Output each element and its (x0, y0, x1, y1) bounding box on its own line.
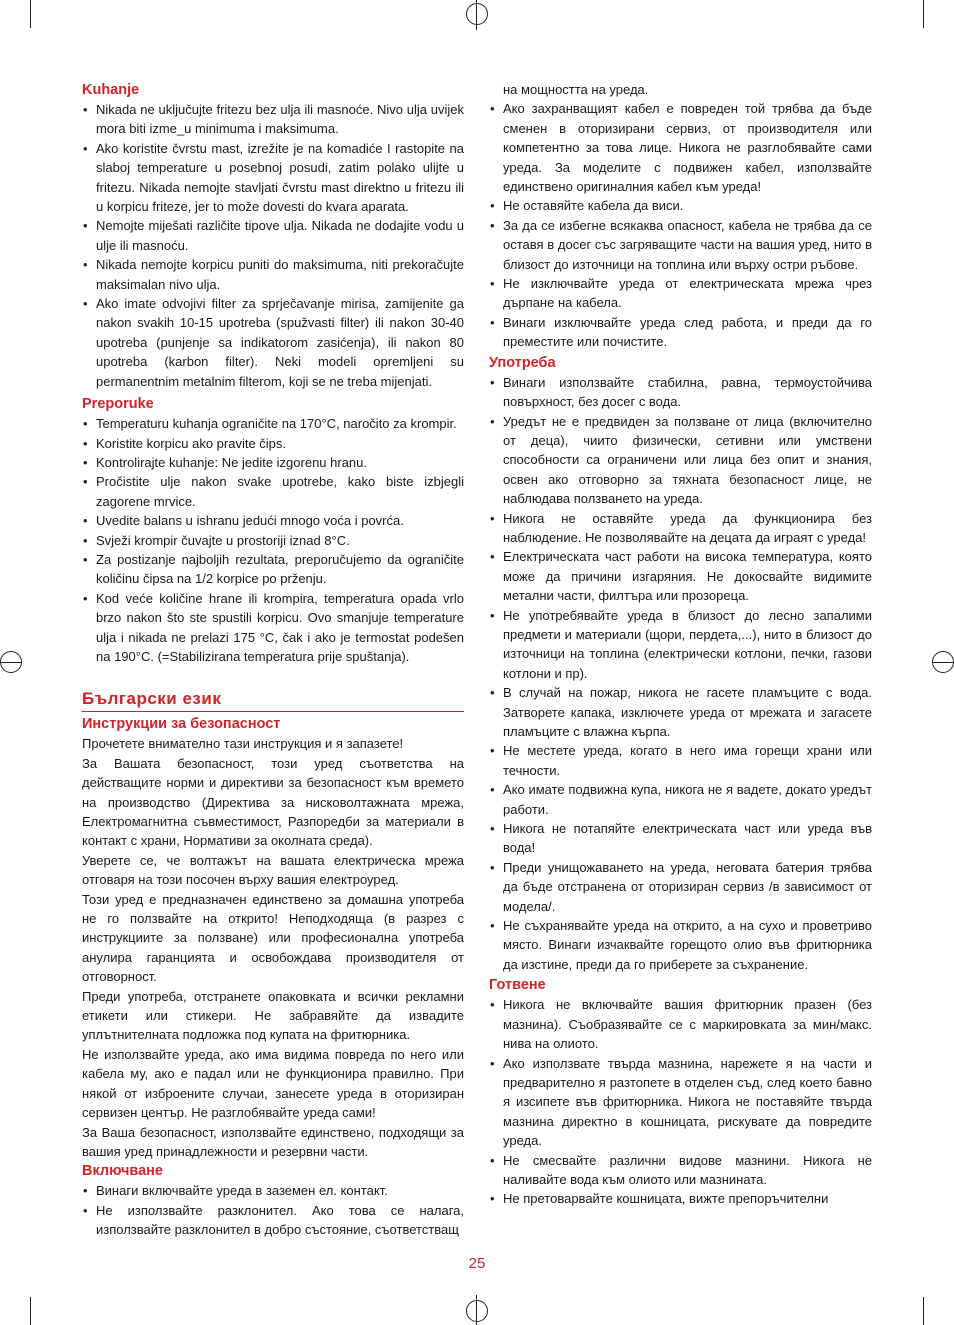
section-title-safety: Инструкции за безопасност (82, 716, 281, 733)
crop-mark (923, 0, 924, 28)
list-item: • За да се избегне всякаква опасност, кабела не трябва да се оставя в досег със загряващите части на вашия уред, нито в близост до източници на топлина или върху остри ръбове. (489, 216, 872, 274)
list-item: • Ako koristite čvrstu mast, izrežite je na komadiće I rastopite na slaboj temperature u posebnoj posudi, zatim polako ulijte u fritezu. Nikada nemojte stavljati čvrstu mast direktno u fritezu ili u korpicu friteze, jer to može dovesti do kvara aparata. (82, 139, 464, 217)
registration-mark (466, 3, 488, 25)
list-item: • Uvedite balans u ishranu jedući mnogo voća i povrća. (82, 511, 464, 530)
list-item: • Винаги включвайте уреда в заземен ел. контакт. (82, 1181, 464, 1200)
list-item: • Ако захранващият кабел е повреден той трябва да бъде сменен в оторизирани сервиз, от производителя или компетентно за това лице. Никога не разглобявайте сами уреда. За моделите с подвижен кабел, използвайте единствено оригиналния кабел към уреда! (489, 99, 872, 196)
list-item: • Не претоварвайте кошницата, вижте препоръчителни (489, 1189, 872, 1208)
list-item: • Електрическата част работи на висока температура, която може да причини изгаряния. Не докосвайте видимите метални части, филтъра или прозореца. (489, 547, 872, 605)
paragraph: Преди употреба, отстранете опаковката и всички рекламни етикети или стикери. Не забравяйте да извадите уплътнителната подложка под купата на фритюрника. (82, 988, 464, 1043)
list-item: • Nikada nemojte korpicu puniti do maksimuma, niti prekoračujte maksimalan nivo ulja. (82, 255, 464, 294)
section-title-vklyuchvane: Включване (82, 1163, 163, 1180)
kuhanje-list (82, 100, 464, 391)
left-column (82, 80, 464, 1240)
list-item: • Ако имате подвижна купа, никога не я вадете, докато уредът работи. (489, 780, 872, 819)
title-rule (82, 711, 464, 712)
paragraph: Този уред е предназначен единствено за домашна употреба не го ползвайте на открито! Неподходяща (в разрез с инструкциите за ползване) или професионална употреба анулира гаранцията и освобождава производителя от отговорност. (82, 891, 464, 985)
list-item: • Не изключвайте уреда от електрическата мрежа чрез дърпане на кабела. (489, 274, 872, 313)
list-item: • Nikada ne uključujte fritezu bez ulja ili masnoće. Nivo ulja uvijek mora biti izme_u minimuma i maksimuma. (82, 100, 464, 139)
language-title-bulgarian: Български език (82, 689, 222, 709)
paragraph: За Ваша безопасност, използвайте единствено, подходящи за вашия уред принадлежности и резервни части. (82, 1124, 464, 1159)
list-item: • Уредът не е предвиден за ползване от лица (включително от деца), чиито физически, сетивни или умствени способности са ограничени или лица без опит и знания, освен ако отговорно за тяхната безопасност лице, не наблюдава ползването на уреда. (489, 412, 872, 509)
list-item: • Винаги изключвайте уреда след работа, и преди да го преместите или почистите. (489, 313, 872, 352)
list-item: • Svježi krompir čuvajte u prostoriji iznad 8°C. (82, 531, 464, 550)
list-item: • Kod veće količine hrane ili krompira, temperatura opada vrlo brzo nakon što ste spustili korpicu. Ovo smanjuje temperature ulja i nikada ne prelazi 175 °C, čak i ako je termostat podešen na 190°C. (=Stabilizirana temperatura prije spuštanja). (82, 589, 464, 667)
preporuke-list (82, 414, 464, 666)
list-item: • Kontrolirajte kuhanje: Ne jedite izgorenu hranu. (82, 453, 464, 472)
registration-mark (0, 651, 22, 673)
list-item: • Не използвайте разклонител. Ако това се налага, използвайте разклонител в добро състояние, съответстващ (82, 1201, 464, 1240)
paragraph: За Вашата безопасност, този уред съответства на действащите норми и директиви за безопасност към времето на производство (Директива за нисковолтажната мрежа, Електромагнитна съвместимост, Разпоредби за материали в контакт с храни, Нормативи за околната среда). (82, 755, 464, 849)
paragraph: Прочетете внимателно тази инструкция и я запазете! (82, 736, 404, 752)
list-item: • Za postizanje najboljih rezultata, preporučujemo da ograničite količinu čipsa na 1/2 korpice po prženju. (82, 550, 464, 589)
section-title-kuhanje: Kuhanje (82, 82, 140, 98)
list-item: • Koristite korpicu ako pravite čips. (82, 434, 464, 453)
gotvene-list (489, 995, 872, 1208)
list-item: • Никога не оставяйте уреда да функционира без наблюдение. Не позволявайте на децата да играят с уреда! (489, 509, 872, 548)
crop-mark (30, 1297, 31, 1325)
paragraph: Уверете се, че волтажът на вашата електрическа мрежа отговаря на този посочен върху вашия електроуред. (82, 852, 464, 888)
list-item: • Не смесвайте различни видове мазнини. Никога не наливайте вода към олиото или мазнината. (489, 1151, 872, 1190)
section-title-gotvene: Готвене (489, 977, 546, 994)
list-item: • Ako imate odvojivi filter za sprječavanje mirisa, zamijenite ga nakon svakih 10-15 upotreba (spužvasti filter) ili nakon 30-40 upotreba (punjenje sa indikatorom zasićenja), ili nakon 80 upotreba (karbon filter). Neki modeli opremljeni su permanentnim metalnim filterom, koji se ne treba mijenjati. (82, 294, 464, 391)
list-item: • Не съхранявайте уреда на открито, а на сухо и проветриво място. Винаги изчаквайте горещото олио във фритюрника да изстине, преди да го приберете за съхранение. (489, 916, 872, 974)
vklyuchvane-list (82, 1181, 464, 1239)
page-number: 25 (468, 1255, 486, 1272)
list-item: • В случай на пожар, никога не гасете пламъците с вода. Затворете капака, изключете уреда от мрежата и загасете пламъците с влажна кърпа. (489, 683, 872, 741)
list-item: • Никога не включвайте вашия фритюрник празен (без мазнина). Съобразявайте се с маркировката за мин/макс. нива на олиото. (489, 995, 872, 1053)
registration-mark (466, 1300, 488, 1322)
registration-mark (932, 651, 954, 673)
crop-mark (923, 1297, 924, 1325)
right-column (489, 80, 872, 1209)
list-item: • Преди унищожаването на уреда, неговата батерия трябва да бъде отстранена от оторизиран сервиз /в зависимост от модела/. (489, 858, 872, 916)
list-item: • Ако използвате твърда мазнина, нарежете я на части и предварително я разтопете в отделен съд, след което бавно я изсипете във фритюрника. Никога не поставяйте твърда мазнина директно в кошницата, рискувате да повредите уреда. (489, 1054, 872, 1151)
list-item: • Pročistite ulje nakon svake upotrebe, kako biste izbjegli zagorene mrvice. (82, 472, 464, 511)
paragraph: Не използвайте уреда, ако има видима повреда по него или кабела му, ако е падал или не функционира правилно. При някой от изброените случаи, занесете уреда в оторизиран сервизен център. Не разглобявайте уреда сами! (82, 1046, 464, 1121)
list-item: • Nemojte miješati različite tipove ulja. Nikada ne dodajite vodu u ulje ili masnoću. (82, 216, 464, 255)
section-title-upotreba: Употреба (489, 354, 556, 371)
crop-mark (30, 0, 31, 28)
upotreba-list (489, 373, 872, 975)
list-item: • Temperaturu kuhanja ograničite na 170°C, naročito za krompir. (82, 414, 464, 433)
power-list (489, 99, 872, 351)
list-item: • Винаги използвайте стабилна, равна, термоустойчива повърхност, без досег с вода. (489, 373, 872, 412)
continued-text: на мощността на уреда. (503, 82, 649, 97)
list-item: • Не оставяйте кабела да виси. (489, 196, 872, 215)
list-item: • Не местете уреда, когато в него има горещи храни или течности. (489, 741, 872, 780)
list-item: • Не употребявайте уреда в близост до лесно запалими предмети и материали (щори, пердета,...), нито в близост до източници на топлина (електрически котлони, печки, газови котлони и пр). (489, 606, 872, 684)
section-title-preporuke: Preporuke (82, 396, 154, 413)
list-item: • Никога не потапяйте електрическата част или уреда във вода! (489, 819, 872, 858)
